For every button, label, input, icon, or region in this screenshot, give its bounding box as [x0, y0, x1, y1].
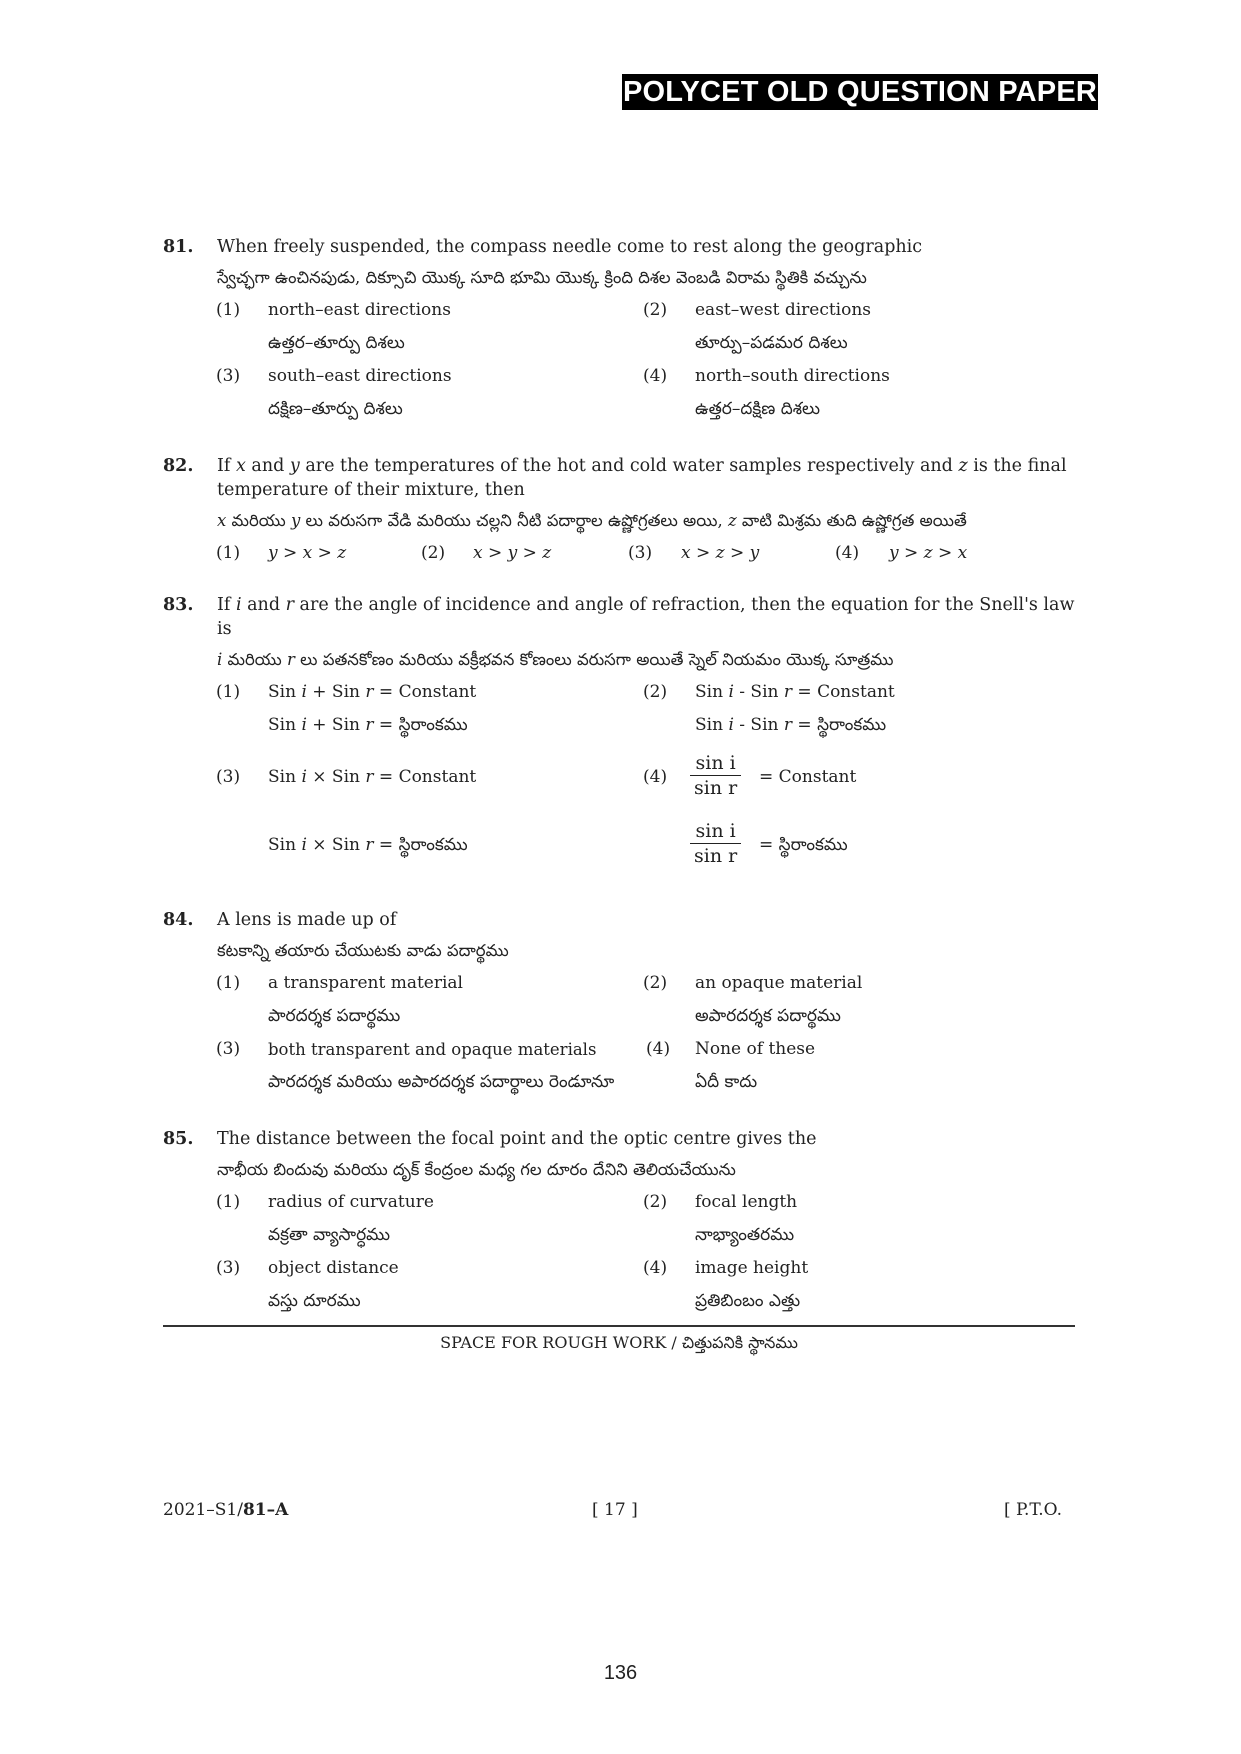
option-telugu: పారదర్శక మరియు అపారదర్శక పదార్థాలు రెండూనూ	[268, 1072, 615, 1092]
option-telugu: = స్థిరాంకము	[759, 835, 848, 855]
question-text: If x and y are the temperatures of the hot and cold water samples respectively and z is the final temperature of their mixture, then	[217, 456, 1067, 500]
option-label: (2)	[643, 300, 668, 320]
option-text: north–south directions	[695, 366, 890, 386]
question-83	[163, 590, 1083, 878]
option-text: x > y > z	[473, 543, 552, 563]
option-label: (3)	[216, 366, 241, 386]
option-text: radius of curvature	[268, 1192, 434, 1212]
option-label: (1)	[216, 300, 241, 320]
fraction-numerator: sin i	[695, 752, 736, 774]
fraction-denominator: sin r	[690, 843, 741, 868]
fraction-sin-i-over-sin-r	[690, 819, 741, 868]
option-telugu: Sin i + Sin r = స్థిరాంకము	[268, 715, 468, 735]
option-label: (4)	[643, 1258, 668, 1278]
question-telugu: కటకాన్ని తయారు చేయుటకు వాడు పదార్థము	[217, 941, 509, 960]
option-text: x > z > y	[681, 543, 760, 563]
fraction-numerator: sin i	[695, 820, 736, 842]
option-label: (3)	[216, 1039, 241, 1059]
question-text: A lens is made up of	[217, 910, 397, 930]
paper-code-prefix: 2021–S1/	[163, 1500, 243, 1520]
question-number: 84.	[163, 910, 194, 930]
question-number: 83.	[163, 595, 194, 615]
option-telugu: దక్షిణ–తూర్పు దిశలు	[268, 399, 403, 419]
option-label: (4)	[643, 767, 668, 787]
option-text: y > z > x	[889, 543, 968, 563]
page-number: 136	[603, 1662, 638, 1684]
option-text: north–east directions	[268, 300, 451, 320]
pto-label: [ P.T.O.	[1004, 1500, 1063, 1520]
option-text: both transparent and opaque materials	[268, 1040, 597, 1059]
question-81	[163, 232, 1083, 426]
question-text: When freely suspended, the compass needle come to rest along the geographic	[217, 237, 923, 257]
option-telugu: నాభ్యాంతరము	[695, 1225, 795, 1245]
question-telugu: x మరియు y లు వరుసగా వేడి మరియు చల్లని నీటి పదార్థాల ఉష్ణోగ్రతలు అయి, z వాటి మిశ్రమ తుది ఉష్ణోగ్రత అయితే	[217, 511, 967, 530]
option-telugu: వక్రతా వ్యాసార్ధము	[268, 1225, 391, 1245]
paper-code-bold: 81–A	[242, 1500, 289, 1520]
options	[163, 537, 1083, 570]
option-text: Sin i - Sin r = Constant	[695, 682, 895, 702]
option-telugu: అపారదర్శక పదార్థము	[695, 1006, 841, 1026]
option-telugu: Sin i - Sin r = స్థిరాంకము	[695, 715, 887, 735]
option-text: object distance	[268, 1258, 399, 1278]
option-telugu: తూర్పు–పడమర దిశలు	[695, 333, 848, 353]
option-telugu: ఏదీ కాదు	[695, 1072, 758, 1092]
question-number: 85.	[163, 1129, 194, 1149]
option-text: focal length	[695, 1192, 798, 1212]
option-label: (3)	[216, 1258, 241, 1278]
question-82	[163, 451, 1083, 570]
option-label: (3)	[216, 767, 241, 787]
option-label: (1)	[216, 1192, 241, 1212]
option-text: an opaque material	[695, 973, 863, 993]
question-text: The distance between the focal point and the optic centre gives the	[217, 1129, 817, 1149]
option-label: (4)	[835, 543, 860, 563]
sheet-number: [ 17 ]	[592, 1500, 638, 1520]
option-label: (2)	[643, 973, 668, 993]
header-banner: POLYCET OLD QUESTION PAPER	[622, 76, 1098, 108]
question-telugu: స్వేచ్ఛగా ఉంచినపుడు, దిక్సూచి యొక్క సూది భూమి యొక్క క్రింది దిశల వెంబడి విరామ స్థితికి వచ్చును	[217, 268, 867, 287]
option-telugu: ఉత్తర–దక్షిణ దిశలు	[695, 399, 820, 419]
divider-line	[163, 1325, 1075, 1327]
option-label: (1)	[216, 973, 241, 993]
option-text: east–west directions	[695, 300, 872, 320]
options	[163, 1186, 1083, 1318]
options	[163, 294, 1083, 426]
option-text: Sin i × Sin r = Constant	[268, 767, 477, 787]
option-text: None of these	[695, 1039, 816, 1059]
option-text: y > x > z	[268, 543, 347, 563]
option-label: (2)	[421, 543, 446, 563]
option-label: (3)	[628, 543, 653, 563]
question-number: 82.	[163, 456, 194, 476]
option-text: south–east directions	[268, 366, 452, 386]
question-telugu: i మరియు r లు పతనకోణం మరియు వక్రీభవన కోణంలు వరుసగా అయితే స్నెల్ నియమం యొక్క సూత్రము	[217, 650, 894, 669]
option-telugu: ఉత్తర–తూర్పు దిశలు	[268, 333, 405, 353]
options	[163, 676, 1083, 878]
option-telugu: ప్రతిబింబం ఎత్తు	[695, 1291, 801, 1311]
option-telugu: Sin i × Sin r = స్థిరాంకము	[268, 835, 468, 855]
option-text: Sin i + Sin r = Constant	[268, 682, 477, 702]
option-label: (2)	[643, 682, 668, 702]
question-number: 81.	[163, 237, 194, 257]
fraction-sin-i-over-sin-r	[690, 751, 741, 800]
question-telugu: నాభీయ బిందువు మరియు దృక్ కేంద్రంల మధ్య గల దూరం దేనిని తెలియచేయును	[217, 1160, 736, 1179]
question-text: If i and r are the angle of incidence and angle of refraction, then the equation for the Snell's law is	[217, 595, 1075, 639]
option-telugu: వస్తు దూరము	[268, 1291, 361, 1311]
paper-code	[163, 1500, 288, 1520]
option-text: a transparent material	[268, 973, 463, 993]
option-label: (1)	[216, 682, 241, 702]
question-85	[163, 1124, 1083, 1318]
option-label: (4)	[643, 366, 668, 386]
option-text: image height	[695, 1258, 809, 1278]
question-84	[163, 905, 1083, 1099]
option-label: (4)	[646, 1039, 671, 1059]
option-telugu: పారదర్శక పదార్థము	[268, 1006, 401, 1026]
option-label: (2)	[643, 1192, 668, 1212]
option-text: = Constant	[759, 767, 857, 787]
options	[163, 967, 1083, 1099]
fraction-denominator: sin r	[690, 775, 741, 800]
option-label: (1)	[216, 543, 241, 563]
rough-work-label: SPACE FOR ROUGH WORK / చిత్తుపనికి స్థానము	[440, 1333, 798, 1352]
